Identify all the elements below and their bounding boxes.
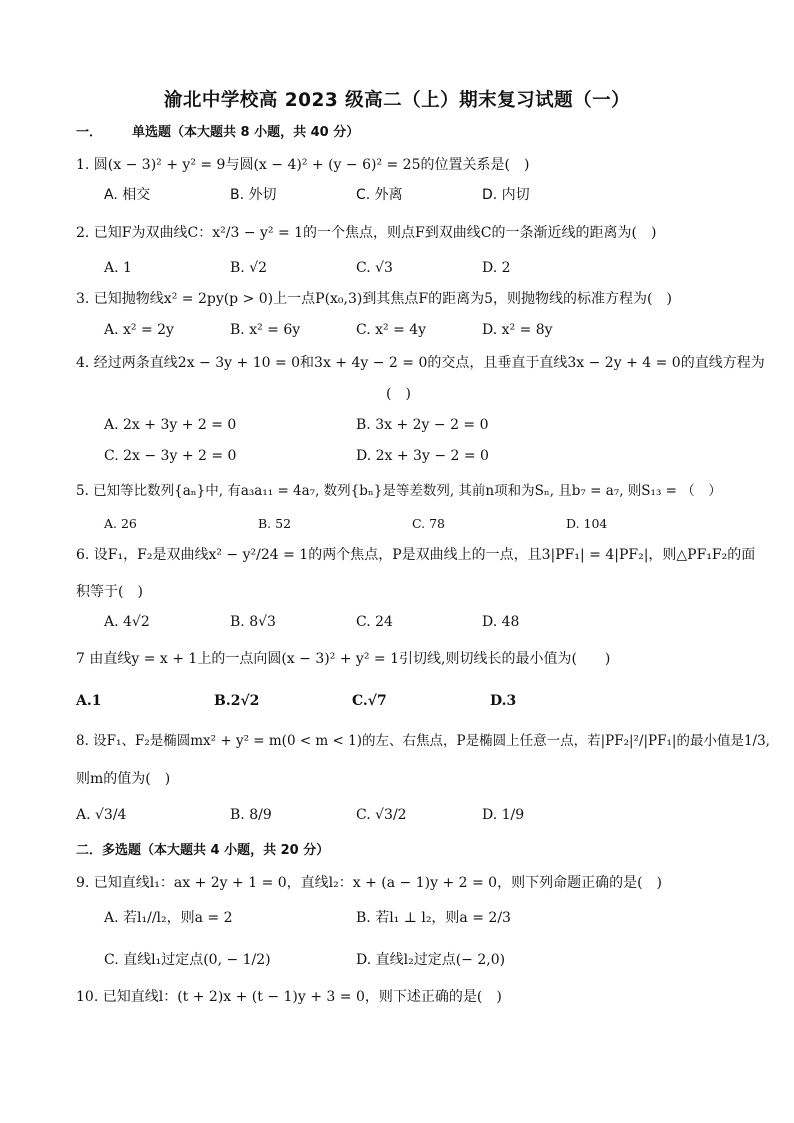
q5-option-d: D. 104: [566, 516, 608, 531]
q3-option-d: D. x² = 8y: [482, 322, 553, 338]
q2-option-c: C. √3: [356, 260, 393, 276]
q8-option-b: B. 8/9: [230, 807, 272, 823]
question-7-stem: 7 由直线y = x + 1上的一点向圆(x − 3)² + y² = 1引切线,则切线长的最小值为( ): [76, 651, 611, 667]
q1-option-b: B. 外切: [230, 187, 277, 203]
q5-option-c: C. 78: [412, 516, 445, 531]
question-4-stem: 4. 经过两条直线2x − 3y + 10 = 0和3x + 4y − 2 = 0的交点，且垂直于直线3x − 2y + 4 = 0的直线方程为: [76, 355, 765, 371]
q5-option-a: A. 26: [104, 516, 137, 531]
q4-option-c: C. 2x − 3y + 2 = 0: [104, 448, 237, 464]
q9-option-a: A. 若l₁//l₂，则a = 2: [104, 910, 233, 926]
q2-option-b: B. √2: [230, 260, 268, 276]
q8-option-a: A. √3/4: [76, 807, 127, 823]
q4-option-b: B. 3x + 2y − 2 = 0: [356, 417, 489, 433]
section-2-heading: 二．多选题（本大题共 4 小题，共 20 分）: [76, 843, 330, 858]
question-10-stem: 10. 已知直线l：(t + 2)x + (t − 1)y + 3 = 0，则下述正确的是( ): [76, 989, 502, 1005]
question-5-stem: 5. 已知等比数列{aₙ}中, 有a₃a₁₁ = 4a₇, 数列{bₙ}是等差数列, 其前n项和为Sₙ, 且b₇ = a₇, 则S₁₃ = （ ）: [76, 483, 722, 499]
page-title: 渝北中学校高 2023 级高二（上）期末复习试题（一）: [163, 90, 631, 111]
q8-option-d: D. 1/9: [482, 807, 525, 823]
question-6-stem: 6. 设F₁，F₂是双曲线x² − y²/24 = 1的两个焦点，P是双曲线上的一点，且3|PF₁| = 4|PF₂|，则△PF₁F₂的面: [76, 547, 756, 563]
question-8-stem: 8. 设F₁、F₂是椭圆mx² + y² = m(0 < m < 1)的左、右焦点，P是椭圆上任意一点，若|PF₂|²/|PF₁|的最小值是1/3,: [76, 733, 770, 749]
question-6-stem-cont: 积等于( ): [76, 584, 143, 600]
question-8-stem-cont: 则m的值为( ): [76, 771, 171, 787]
q6-option-d: D. 48: [482, 614, 520, 630]
section-heading: 单选题（本大题共 8 小题，共 40 分）: [132, 125, 360, 140]
q1-option-d: D. 内切: [482, 187, 530, 203]
q3-option-c: C. x² = 4y: [356, 322, 427, 338]
q2-option-d: D. 2: [482, 260, 511, 276]
q8-option-c: C. √3/2: [356, 807, 407, 823]
q5-option-b: B. 52: [258, 516, 292, 531]
q3-option-a: A. x² = 2y: [104, 322, 174, 338]
q4-option-d: D. 2x + 3y − 2 = 0: [356, 448, 489, 464]
q2-option-a: A. 1: [104, 260, 132, 276]
q3-option-b: B. x² = 6y: [230, 322, 301, 338]
q7-option-d: D.3: [490, 693, 517, 709]
q7-option-b: B.2√2: [214, 693, 260, 709]
question-1-stem: 1. 圆(x − 3)² + y² = 9与圆(x − 4)² + (y − 6)² = 25的位置关系是( ): [76, 157, 530, 173]
question-3-stem: 3. 已知抛物线x² = 2py(p > 0)上一点P(x₀,3)到其焦点F的距离为5，则抛物线的标准方程为( ): [76, 291, 672, 307]
q9-option-c: C. 直线l₁过定点(0, − 1/2): [104, 952, 271, 968]
q1-option-a: A. 相交: [104, 187, 151, 203]
question-2-stem: 2. 已知F为双曲线C：x²/3 − y² = 1的一个焦点，则点F到双曲线C的一条渐近线的距离为( ): [76, 225, 657, 241]
q6-option-b: B. 8√3: [230, 614, 276, 630]
q9-option-d: D. 直线l₂过定点(− 2,0): [356, 952, 506, 968]
q4-option-a: A. 2x + 3y + 2 = 0: [104, 417, 237, 433]
q4-answer-paren: ( ): [386, 386, 411, 402]
q6-option-a: A. 4√2: [104, 614, 150, 630]
q9-option-b: B. 若l₁ ⊥ l₂，则a = 2/3: [356, 910, 511, 926]
q7-option-a: A.1: [76, 693, 102, 709]
q7-option-c: C.√7: [352, 693, 387, 709]
question-9-stem: 9. 已知直线l₁：ax + 2y + 1 = 0，直线l₂：x + (a − 1)y + 2 = 0，则下列命题正确的是( ): [76, 875, 662, 891]
section-number: 一．: [76, 125, 103, 140]
q1-option-c: C. 外离: [356, 187, 403, 203]
q6-option-c: C. 24: [356, 614, 393, 630]
